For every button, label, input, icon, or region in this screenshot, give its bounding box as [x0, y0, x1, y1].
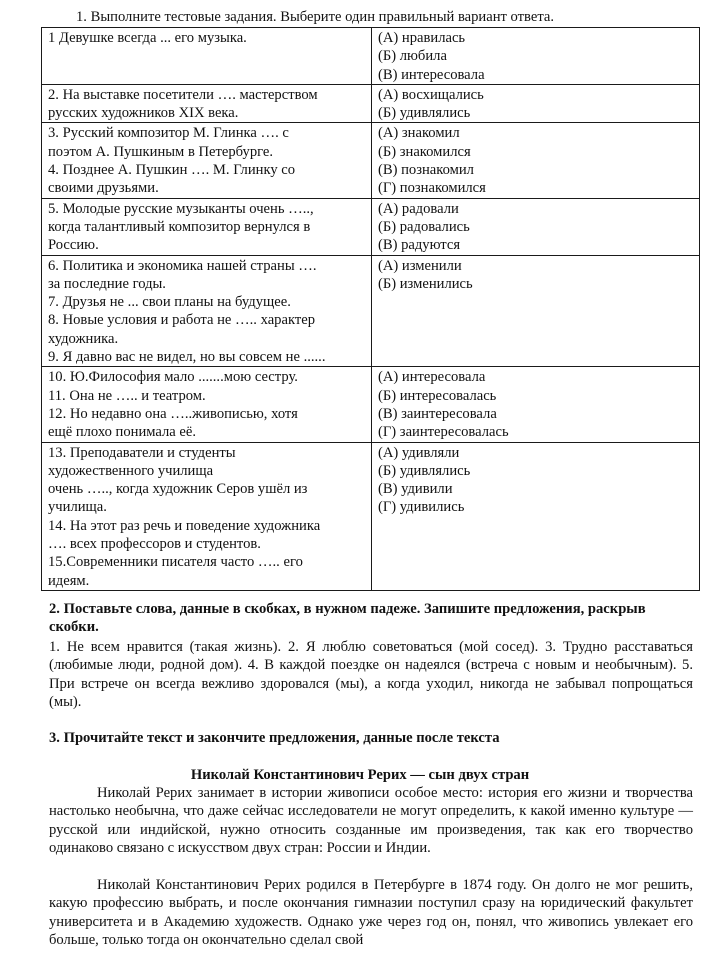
question-line: 10. Ю.Философия мало .......мою сестру.: [48, 369, 298, 386]
question-line: ещё плохо понимала её.: [48, 424, 197, 441]
task1-heading: 1. Выполните тестовые задания. Выберите один правильный вариант ответа.: [76, 9, 554, 25]
answer-option[interactable]: (Б) знакомился: [378, 143, 471, 160]
question-line: когда талантливый композитор вернулся в: [48, 218, 311, 235]
test-row: [42, 28, 700, 85]
question-line: своими друзьями.: [48, 180, 159, 197]
answer-cell: [372, 255, 700, 367]
question-line: за последние годы.: [48, 275, 166, 292]
answer-option[interactable]: (В) удивили: [378, 481, 453, 498]
question-cell: [42, 84, 372, 123]
question-line: 4. Позднее А. Пушкин …. М. Глинку со: [48, 162, 296, 179]
question-line: идеям.: [48, 572, 90, 589]
question-line: 15.Современники писателя часто ….. его: [48, 554, 303, 571]
answer-option[interactable]: (В) радуются: [378, 237, 461, 254]
answer-option[interactable]: (А) радовали: [378, 200, 459, 217]
task2-text: 1. Не всем нравится (такая жизнь). 2. Я люблю советоваться (мой сосед). 3. Трудно расставаться (любимые люди, родной дом). 4. В каждой поездке он надеялся (встреча с новым и необычным). 5. При встрече он всегда вежливо здоровался (мы), а когда уходил, никогда не забывал попрощаться (мы).: [49, 639, 693, 710]
question-line: 12. Но недавно она …..живописью, хотя: [48, 405, 298, 422]
answer-option[interactable]: (Б) изменились: [378, 275, 473, 292]
question-line: 2. На выставке посетители …. мастерством: [48, 86, 318, 103]
question-line: 1 Девушке всегда ... его музыка.: [48, 30, 247, 46]
article-paragraph-2: Николай Константинович Рерих родился в Петербурге в 1874 году. Он долго не мог решить, какую профессию выбрать, и после окончания гимназии поступил сразу на юридический факультет университета и в Академию художеств. Однако уже через год он, понял, что живопись увлекает его больше, только тогда он окончательно сделал свой: [49, 877, 693, 948]
question-line: училища.: [48, 499, 107, 516]
task2-heading: 2. Поставьте слова, данные в скобках, в нужном падеже. Запишите предложения, раскрыв скобки.: [49, 601, 646, 636]
answer-cell: [372, 123, 700, 198]
question-line: 5. Молодые русские музыканты очень …..,: [48, 200, 314, 217]
question-line: Россию.: [48, 237, 99, 254]
test-row: [42, 255, 700, 367]
question-line: 13. Преподаватели и студенты: [48, 444, 236, 461]
question-line: 14. На этот раз речь и поведение художника: [48, 517, 321, 534]
answer-option[interactable]: (Г) заинтересовалась: [378, 424, 509, 441]
answer-option[interactable]: (А) интересовала: [378, 369, 486, 386]
answer-option[interactable]: (Б) интересовалась: [378, 387, 497, 404]
test-row: [42, 442, 700, 590]
article-title: Николай Константинович Рерих — сын двух стран: [190, 767, 530, 783]
answer-option[interactable]: (Б) любила: [378, 48, 447, 65]
answer-cell: [372, 442, 700, 590]
answer-option[interactable]: (Г) познакомился: [378, 180, 486, 197]
answer-option[interactable]: (В) заинтересовала: [378, 405, 497, 422]
question-line: 3. Русский композитор М. Глинка …. с: [48, 125, 289, 142]
answer-option[interactable]: (Б) удивлялись: [378, 105, 471, 122]
question-line: очень ….., когда художник Серов ушёл из: [48, 481, 308, 498]
answer-option[interactable]: (А) изменили: [378, 257, 462, 274]
answer-cell: [372, 84, 700, 123]
question-cell: [42, 198, 372, 255]
answer-option[interactable]: (Г) удивились: [378, 499, 465, 516]
question-line: 7. Друзья не ... свои планы на будущее.: [48, 294, 291, 311]
test-row: [42, 84, 700, 123]
question-line: поэтом А. Пушкиным в Петербурге.: [48, 143, 274, 160]
test-table: [41, 27, 700, 591]
question-line: 11. Она не ….. и театром.: [48, 387, 206, 404]
question-line: …. всех профессоров и студентов.: [48, 536, 261, 553]
answer-cell: [372, 198, 700, 255]
answer-option[interactable]: (А) нравилась: [378, 30, 466, 46]
question-line: 9. Я давно вас не видел, но вы совсем не ......: [48, 349, 326, 366]
question-cell: [42, 28, 372, 85]
test-row: [42, 123, 700, 198]
question-line: русских художников XIX века.: [48, 105, 239, 122]
answer-cell: [372, 28, 700, 85]
answer-option[interactable]: (В) интересовала: [378, 66, 485, 83]
question-cell: [42, 255, 372, 367]
answer-cell: [372, 367, 700, 442]
test-row: [42, 367, 700, 442]
question-line: 6. Политика и экономика нашей страны ….: [48, 257, 317, 274]
article-paragraph-1: Николай Рерих занимает в истории живописи особое место: история его жизни и творчества настолько необычна, что даже сейчас исследователи не могут определить, к какой именно культуре — русской или индийской, нужно относить созданные им произведения, так как его творчество одинаково связано с искусством двух стран: России и Индии.: [49, 785, 693, 856]
question-line: художника.: [48, 330, 119, 347]
answer-option[interactable]: (Б) радовались: [378, 218, 470, 235]
question-cell: [42, 123, 372, 198]
question-cell: [42, 442, 372, 590]
question-line: 8. Новые условия и работа не ….. характер: [48, 312, 315, 329]
task3-heading: 3. Прочитайте текст и закончите предложения, данные после текста: [49, 730, 500, 746]
test-row: [42, 198, 700, 255]
answer-option[interactable]: (А) знакомил: [378, 125, 460, 142]
answer-option[interactable]: (Б) удивлялись: [378, 462, 471, 479]
question-cell: [42, 367, 372, 442]
answer-option[interactable]: (В) познакомил: [378, 162, 474, 179]
question-line: художественного училища: [48, 462, 214, 479]
answer-option[interactable]: (А) восхищались: [378, 86, 484, 103]
answer-option[interactable]: (А) удивляли: [378, 444, 460, 461]
